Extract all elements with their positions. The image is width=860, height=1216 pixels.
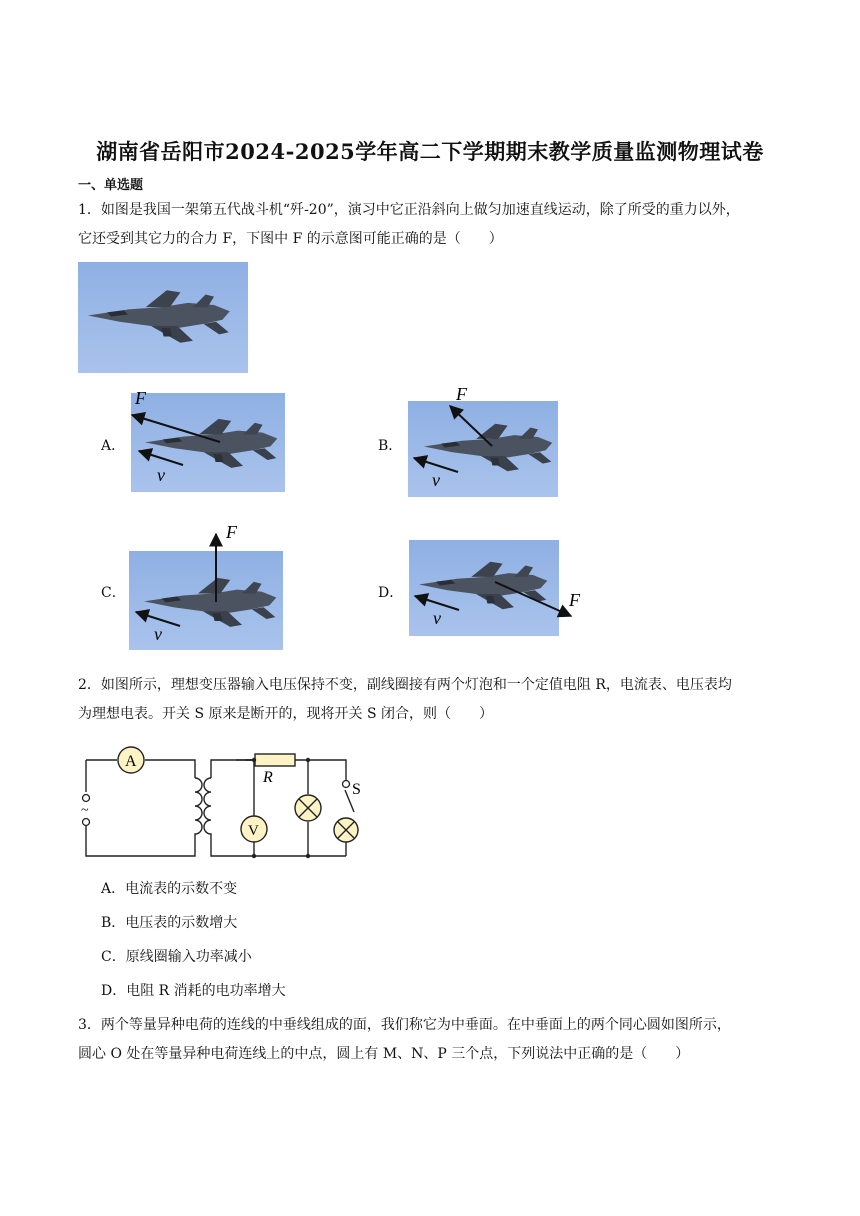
option-a-force-label: F bbox=[135, 388, 146, 408]
page-title: 湖南省岳阳市2024-2025学年高二下学期期末教学质量监测物理试卷 bbox=[96, 139, 764, 164]
q2-choice-b: B．电压表的示数增大 bbox=[101, 915, 238, 931]
option-a-velocity-arrow bbox=[139, 451, 183, 465]
option-c-diagram bbox=[122, 516, 292, 654]
resistor bbox=[255, 754, 295, 766]
jet-photo bbox=[78, 262, 248, 373]
q2-choice-a: A．电流表的示数不变 bbox=[101, 881, 238, 897]
option-c-label: C． bbox=[101, 585, 126, 601]
resistor-label: R bbox=[263, 769, 273, 786]
option-b-velocity-label: v bbox=[432, 470, 440, 490]
switch-label: S bbox=[352, 781, 361, 798]
option-d-diagram bbox=[401, 530, 591, 640]
option-a-velocity-label: v bbox=[157, 465, 165, 485]
option-c-velocity-label: v bbox=[154, 624, 162, 644]
question-3-line-1: 3．两个等量异种电荷的连线的中垂线组成的面，我们称它为中垂面。在中垂面上的两个同心圆如图所示， bbox=[78, 1017, 731, 1033]
option-d-label: D． bbox=[378, 585, 404, 601]
question-3-line-2: 圆心 O 处在等量异种电荷连线上的中点，圆上有 M、N、P 三个点，下列说法中正确的是（ ） bbox=[78, 1046, 690, 1062]
ammeter-label: A bbox=[125, 753, 137, 770]
option-b-force-label: F bbox=[456, 384, 467, 404]
option-b-diagram bbox=[400, 380, 570, 500]
question-2-line-2: 为理想电表。开关 S 原来是断开的，现将开关 S 闭合，则（ ） bbox=[78, 706, 493, 722]
option-b-force-arrow bbox=[450, 406, 492, 446]
option-c-force-label: F bbox=[226, 522, 237, 542]
question-1-line-1: 1．如图是我国一架第五代战斗机“歼-20”，演习中它正沿斜向上做匀加速直线运动，除了所受的重力以外， bbox=[78, 202, 740, 218]
option-a-diagram bbox=[125, 385, 295, 495]
switch-contact bbox=[343, 781, 350, 788]
transformer-circuit bbox=[78, 742, 378, 864]
question-1-text bbox=[78, 196, 788, 254]
q2-choice-c: C．原线圈输入功率减小 bbox=[101, 949, 252, 965]
option-d-force-label: F bbox=[569, 590, 580, 610]
source-symbol: ~ bbox=[81, 803, 89, 818]
q2-choice-d: D．电阻 R 消耗的电功率增大 bbox=[101, 983, 286, 999]
option-b-label: B． bbox=[378, 438, 403, 454]
voltmeter-label: V bbox=[248, 823, 259, 839]
option-a-label: A． bbox=[101, 438, 126, 454]
section-heading: 一、单选题 bbox=[78, 178, 144, 193]
option-d-velocity-label: v bbox=[433, 608, 441, 628]
question-3-text bbox=[78, 1011, 788, 1069]
question-1-line-2: 它还受到其它力的合力 F，下图中 F 的示意图可能正确的是（ ） bbox=[78, 231, 503, 247]
question-2-text bbox=[78, 671, 788, 729]
question-2-line-1: 2．如图所示，理想变压器输入电压保持不变，副线圈接有两个灯泡和一个定值电阻 R，电流表、电压表均 bbox=[78, 677, 732, 693]
